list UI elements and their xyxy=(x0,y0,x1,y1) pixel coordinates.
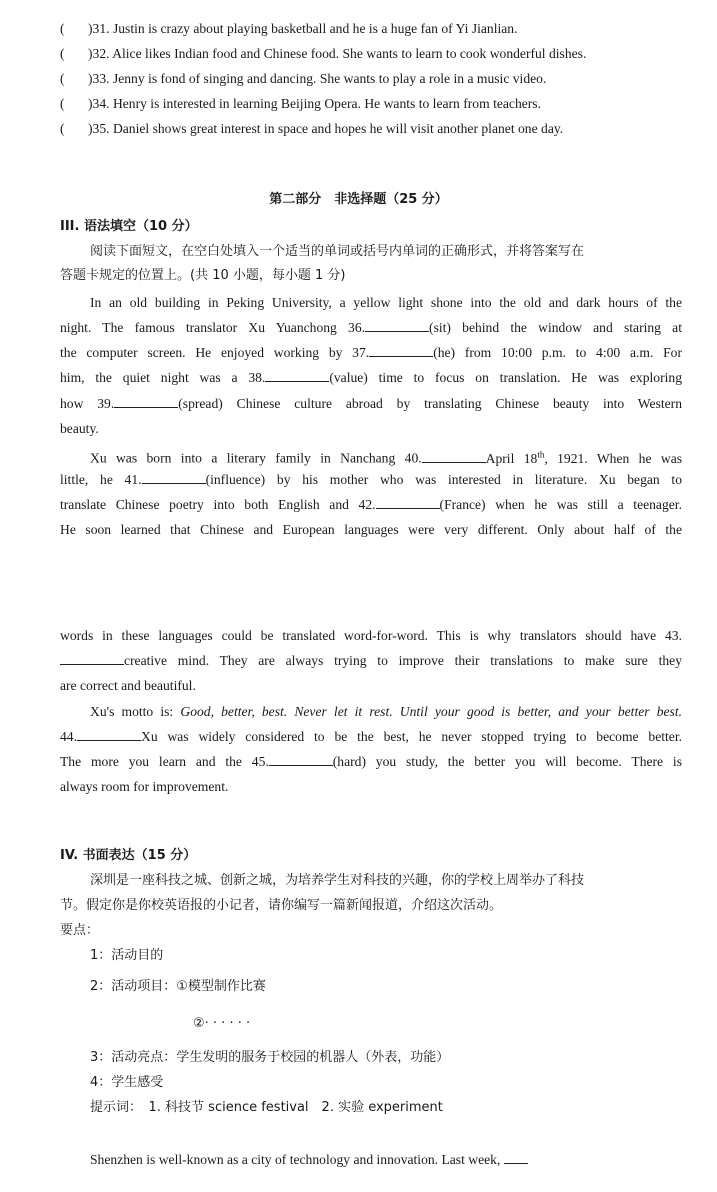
matching-item-34: ( )34. Henry is interested in learning Beijing Opera. He wants to learn from teachers. xyxy=(60,96,541,111)
passage-line: The more you learn and the 45. (hard) you study, the better you will become. There is xyxy=(60,754,682,769)
passage-line: how 39. (spread) Chinese culture abroad by translating Chinese beauty into Western xyxy=(60,396,682,411)
passage-line: In an old building in Peking University, a yellow light shone into the old and dark hours of the xyxy=(90,295,682,310)
answer-blank-42 xyxy=(376,496,440,509)
answer-blank-41 xyxy=(142,471,206,484)
passage-line: 44. Xu was widely considered to be the best, he never stopped trying to become better. xyxy=(60,729,682,744)
passage-line: Xu was born into a literary family in Nanchang 40. April 18th, 1921. When he was xyxy=(90,449,683,466)
passage-line: him, the quiet night was a 38. (value) time to focus on translation. He was exploring xyxy=(60,370,682,385)
hint-words: 提示词： 1. 科技节 science festival 2. 实验 experiment xyxy=(90,1100,443,1115)
answer-blank-37 xyxy=(369,344,433,357)
writing-blank xyxy=(504,1151,528,1164)
answer-blank-43 xyxy=(60,652,124,665)
part2-title: 第二部分 非选择题（25 分） xyxy=(269,192,448,207)
section4-intro-line2: 节。假定你是你校英语报的小记者，请你编写一篇新闻报道，介绍这次活动。 xyxy=(60,898,503,913)
answer-blank-45 xyxy=(269,753,333,766)
answer-blank-44 xyxy=(77,728,141,741)
passage-line: little, he 41. (influence) by his mother who was interested in literature. Xu began to xyxy=(60,472,682,487)
key-point-3: 3：活动亮点：学生发明的服务于校园的机器人（外表，功能） xyxy=(90,1050,450,1065)
section3-heading: III. 语法填空（10 分） xyxy=(60,219,198,234)
passage-line: beauty. xyxy=(60,421,99,436)
passage-line: always room for improvement. xyxy=(60,779,229,794)
passage-line: night. The famous translator Xu Yuanchong 36. (sit) behind the window and staring at xyxy=(60,320,682,335)
passage-line: the computer screen. He enjoyed working by 37. (he) from 10:00 p.m. to 4:00 a.m. For xyxy=(60,345,683,360)
key-points-label: 要点： xyxy=(60,923,100,938)
passage-line: He soon learned that Chinese and European languages were very different. Only about half of the xyxy=(60,522,682,537)
answer-blank-40 xyxy=(422,450,486,463)
matching-item-33: ( )33. Jenny is fond of singing and dancing. She wants to play a role in a music video. xyxy=(60,71,547,86)
answer-blank-39 xyxy=(114,395,178,408)
section3-instructions-line1: 阅读下面短文，在空白处填入一个适当的单词或括号内单词的正确形式，并将答案写在 xyxy=(90,244,585,259)
matching-item-31: ( )31. Justin is crazy about playing basketball and he is a huge fan of Yi Jianlian. xyxy=(60,21,518,36)
key-point-4: 4：学生感受 xyxy=(90,1075,164,1090)
key-point-1: 1：活动目的 xyxy=(90,948,164,963)
passage-line: translate Chinese poetry into both English and 42. (France) when he was still a teenager. xyxy=(60,497,682,512)
passage-line: Xu's motto is: Good, better, best. Never let it rest. Until your good is better, and your better best. xyxy=(90,704,682,719)
answer-blank-38 xyxy=(265,369,329,382)
essay-opening: Shenzhen is well-known as a city of technology and innovation. Last week, xyxy=(90,1150,528,1170)
passage-line: creative mind. They are always trying to improve their translations to make sure they xyxy=(60,651,682,671)
passage-line: are correct and beautiful. xyxy=(60,678,196,693)
key-point-2: 2：活动项目：①模型制作比赛 xyxy=(90,979,266,994)
key-point-2-sub: ②· · · · · · xyxy=(193,1016,251,1031)
section3-instructions-line2: 答题卡规定的位置上。(共 10 小题，每小题 1 分) xyxy=(60,268,346,283)
matching-item-35: ( )35. Daniel shows great interest in space and hopes he will visit another planet one day. xyxy=(60,121,564,136)
answer-blank-36 xyxy=(365,319,429,332)
passage-line: words in these languages could be translated word-for-word. This is why translators should have 43. xyxy=(60,628,682,643)
matching-item-32: ( )32. Alice likes Indian food and Chinese food. She wants to learn to cook wonderful dishes. xyxy=(60,46,587,61)
section4-intro-line1: 深圳是一座科技之城、创新之城，为培养学生对科技的兴趣，你的学校上周举办了科技 xyxy=(90,873,585,888)
section4-heading: IV. 书面表达（15 分） xyxy=(60,848,197,863)
